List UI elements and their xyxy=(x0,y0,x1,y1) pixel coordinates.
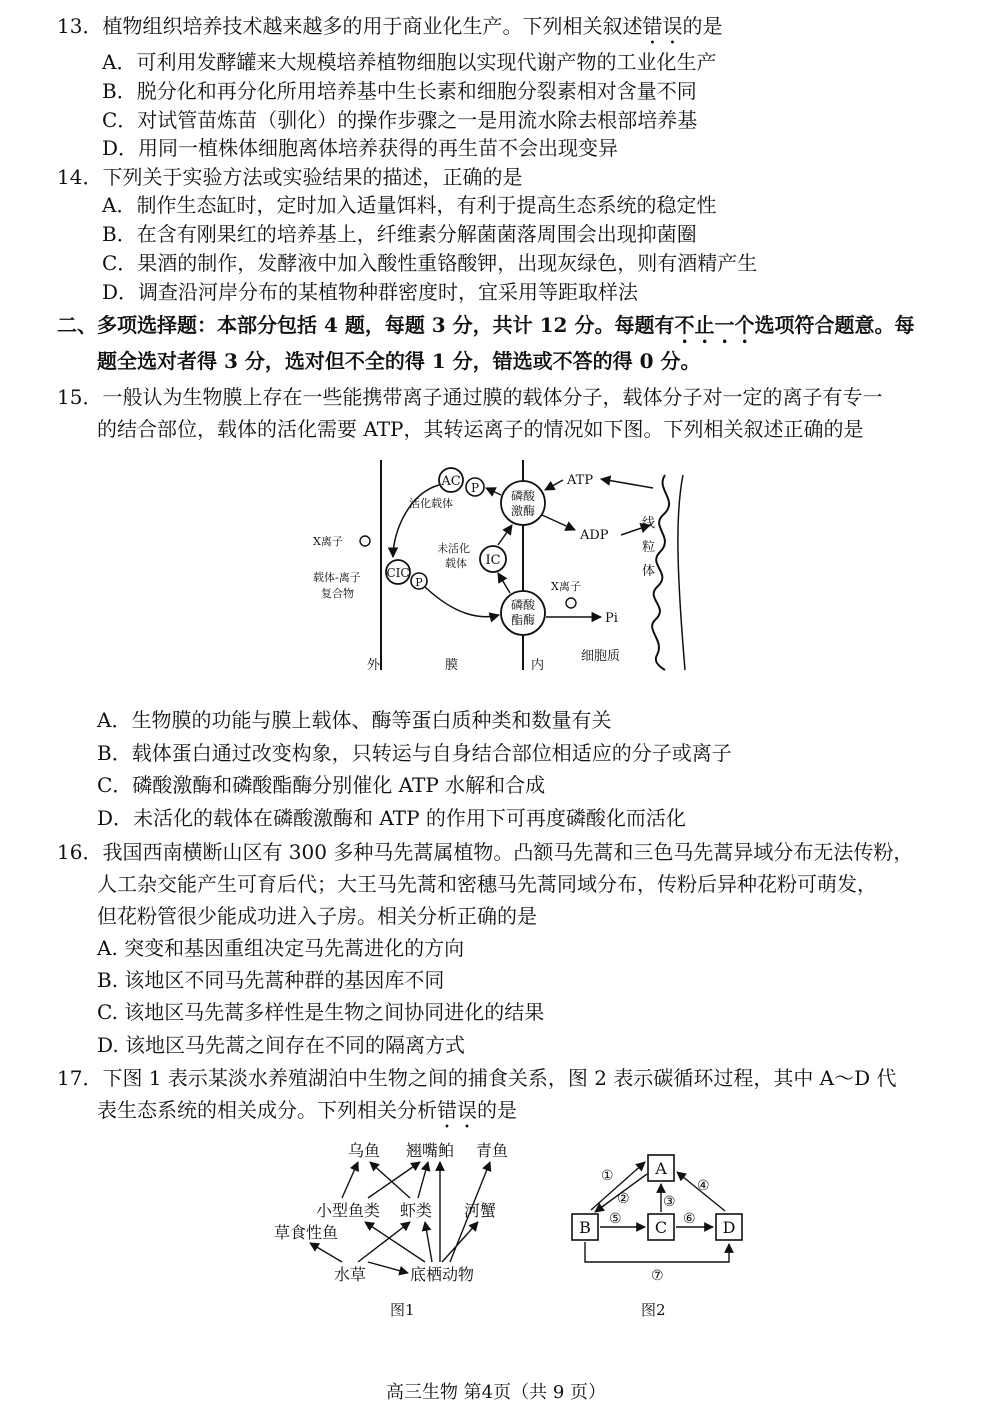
section2-text-end: 选项符合题意。每 xyxy=(754,313,915,337)
q16-option-d: D. 该地区马先蒿之间存在不同的隔离方式 xyxy=(97,1033,466,1057)
q15-carrier-diagram xyxy=(305,455,705,690)
q17-stem-1: 17．下图 1 表示某淡水养殖湖泊中生物之间的捕食关系，图 2 表示碳循环过程，其中 A～D 代 xyxy=(57,1066,897,1090)
q15-stem-1: 15．一般认为生物膜上存在一些能携带离子通过膜的载体分子，载体分子对一定的离子有专一 xyxy=(57,385,883,409)
caoshi-label: 草食性鱼 xyxy=(274,1223,339,1242)
label-4: ④ xyxy=(697,1178,710,1194)
figure1-caption: 图1 xyxy=(390,1301,415,1319)
q16-option-a: A. 突变和基因重组决定马先蒿进化的方向 xyxy=(97,936,465,960)
section2-text: 二、多项选择题：本部分包括 4 题，每题 3 分，共计 12 分。每题有 xyxy=(57,313,675,337)
box-c-label: C xyxy=(654,1218,668,1237)
q14-option-b: B．在含有刚果红的培养基上，纤维素分解菌菌落周围会出现抑菌圈 xyxy=(102,222,697,246)
arrow-xialei-to-qiaozuibo xyxy=(418,1162,428,1198)
q16-stem-2: 人工杂交能产生可育后代；大王马先蒿和密穗马先蒿同域分布，传粉后异种花粉可萌发， xyxy=(97,872,877,896)
q15-stem-2: 的结合部位，载体的活化需要 ATP，其转运离子的情况如下图。下列相关叙述正确的是 xyxy=(97,417,864,441)
inactive-carrier-label-2: 载体 xyxy=(445,557,467,570)
shuicao-label: 水草 xyxy=(334,1265,367,1284)
mitochondrion-outer xyxy=(678,475,685,670)
xialei-label: 虾类 xyxy=(400,1201,433,1220)
hexie-label: 河蟹 xyxy=(464,1201,497,1220)
q17-stem-end: 的是 xyxy=(477,1098,517,1122)
atp-label: ATP xyxy=(567,473,594,488)
arrow-kinase-to-ac xyxy=(486,488,501,495)
label-5: ⑤ xyxy=(609,1211,622,1227)
label-1: ① xyxy=(601,1168,614,1184)
adp-label: ADP xyxy=(580,528,609,543)
x-ion-inside xyxy=(566,598,576,608)
qiaozuibo-label: 翘嘴鲌 xyxy=(406,1141,455,1160)
q13-stem-end: 的是 xyxy=(682,14,723,38)
arrow-diqi-to-xialei xyxy=(425,1222,432,1262)
x-ion-outside xyxy=(360,536,370,546)
complex-label-1: 载体-离子 xyxy=(313,571,361,584)
wuyu-label: 乌鱼 xyxy=(348,1141,381,1160)
ic-label: IC xyxy=(485,553,501,568)
q17-stem-emphasis: 错误 xyxy=(437,1098,477,1122)
cic-label: CIC xyxy=(386,566,410,580)
p-label-1: P xyxy=(470,481,480,495)
arrow-diqi-to-xiaoxing xyxy=(365,1222,425,1262)
inner-label: 内 xyxy=(531,658,545,673)
arrow-7-b-to-d xyxy=(585,1242,729,1262)
arrow-mito-to-atp xyxy=(601,479,653,488)
p-label-2: P xyxy=(415,576,423,589)
phosphatase-label-1: 磷酸 xyxy=(510,598,536,612)
ac-label: AC xyxy=(441,474,461,489)
arrow-xiaoxing-to-wuyu xyxy=(342,1162,358,1198)
q16-stem-3: 但花粉管很少能成功进入子房。相关分析正确的是 xyxy=(97,904,537,928)
page-footer: 高三生物 第4页（共 9 页） xyxy=(385,1382,607,1403)
box-d-label: D xyxy=(722,1218,736,1237)
mito-label-2: 粒 xyxy=(642,540,656,555)
arrow-diqi-to-hexie xyxy=(442,1222,478,1262)
q13-option-d: D．用同一植株体细胞离体培养获得的再生苗不会出现变异 xyxy=(102,136,619,160)
arrow-kinase-to-adp xyxy=(542,515,575,530)
q16-option-c: C. 该地区马先蒿多样性是生物之间协同进化的结果 xyxy=(97,1000,545,1024)
q14-stem: 14．下列关于实验方法或实验结果的描述，正确的是 xyxy=(57,165,523,189)
kinase-label-1: 磷酸 xyxy=(510,489,536,503)
arrow-phosphatase-to-ic xyxy=(498,573,510,593)
diqi-label: 底栖动物 xyxy=(410,1265,475,1284)
q14-option-a: A．制作生态缸时，定时加入适量饵料，有利于提高生态系统的稳定性 xyxy=(102,193,717,217)
arrow-ic-to-kinase xyxy=(498,525,512,545)
q16-stem-1: 16．我国西南横断山区有 300 多种马先蒿属植物。凸额马先蒿和三色马先蒿异域分布无法传粉， xyxy=(57,840,914,864)
arrow-atp-to-kinase xyxy=(545,480,563,490)
x-ion-outside-label: X离子 xyxy=(313,535,343,548)
label-7: ⑦ xyxy=(651,1268,664,1284)
q16-option-b: B. 该地区不同马先蒿种群的基因库不同 xyxy=(97,968,445,992)
section2-emphasis: 不止一个 xyxy=(674,313,755,337)
carbon-cycle-figure xyxy=(565,1148,755,1328)
cytoplasm-label: 细胞质 xyxy=(581,649,621,664)
outer-label: 外 xyxy=(367,658,381,673)
arrow-shuicao-to-diqi xyxy=(368,1262,408,1273)
food-web-figure xyxy=(270,1130,530,1330)
xiaoxing-label: 小型鱼类 xyxy=(316,1201,381,1220)
qingyu-label: 青鱼 xyxy=(476,1141,509,1160)
arrow-shuicao-to-xialei xyxy=(358,1222,410,1262)
figure2-caption: 图2 xyxy=(641,1301,666,1319)
q13-option-a: A．可利用发酵罐来大规模培养植物细胞以实现代谢产物的工业化生产 xyxy=(102,50,717,74)
box-b-label: B xyxy=(579,1218,591,1237)
label-6: ⑥ xyxy=(683,1211,696,1227)
kinase-label-2: 激酶 xyxy=(510,504,536,518)
label-2: ② xyxy=(617,1191,630,1207)
q15-option-d: D．未活化的载体在磷酸激酶和 ATP 的作用下可再度磷酸化而活化 xyxy=(97,806,686,830)
mito-label-3: 体 xyxy=(642,564,656,579)
inactive-carrier-label-1: 未活化 xyxy=(437,542,470,555)
q15-option-b: B．载体蛋白通过改变构象，只转运与自身结合部位相适应的分子或离子 xyxy=(97,741,732,765)
section2-scoring: 题全选对者得 3 分，选对但不全的得 1 分，错选或不答的得 0 分。 xyxy=(97,349,701,373)
q17-stem-text: 表生态系统的相关成分。下列相关分析 xyxy=(97,1098,437,1122)
pi-label: Pi xyxy=(605,611,618,626)
arrow-shuicao-to-caoshi xyxy=(310,1243,342,1262)
q13-stem-text: 13．植物组织培养技术越来越多的用于商业化生产。下列相关叙述 xyxy=(57,14,643,38)
arrow-activated-to-complex xyxy=(393,485,439,557)
label-3: ③ xyxy=(663,1194,676,1210)
q14-option-c: C．果酒的制作，发酵液中加入酸性重铬酸钾，出现灰绿色，则有酒精产生 xyxy=(102,251,758,275)
membrane-label: 膜 xyxy=(445,658,459,673)
q17-stem-2 xyxy=(97,1096,517,1133)
q13-stem-emphasis: 错误 xyxy=(642,14,683,38)
arrow-complex-to-phosphatase xyxy=(425,587,499,617)
kinase-circle xyxy=(501,481,545,525)
q15-option-c: C．磷酸激酶和磷酸酯酶分别催化 ATP 水解和合成 xyxy=(97,773,546,797)
mito-label-1: 线 xyxy=(642,516,656,531)
q13-option-b: B．脱分化和再分化所用培养基中生长素和细胞分裂素相对含量不同 xyxy=(102,79,697,103)
q15-option-a: A．生物膜的功能与膜上载体、酶等蛋白质种类和数量有关 xyxy=(97,708,612,732)
q13-option-c: C．对试管苗炼苗（驯化）的操作步骤之一是用流水除去根部培养基 xyxy=(102,108,698,132)
q13-stem xyxy=(57,12,722,49)
q14-option-d: D．调查沿河岸分布的某植物种群密度时，宜采用等距取样法 xyxy=(102,280,639,304)
phosphatase-label-2: 酯酶 xyxy=(510,613,536,627)
x-ion-inside-label: X离子 xyxy=(551,580,581,593)
box-a-label: A xyxy=(655,1159,667,1178)
complex-label-2: 复合物 xyxy=(321,587,354,600)
activated-carrier-label: 活化载体 xyxy=(409,497,453,510)
section2-heading xyxy=(57,311,914,348)
